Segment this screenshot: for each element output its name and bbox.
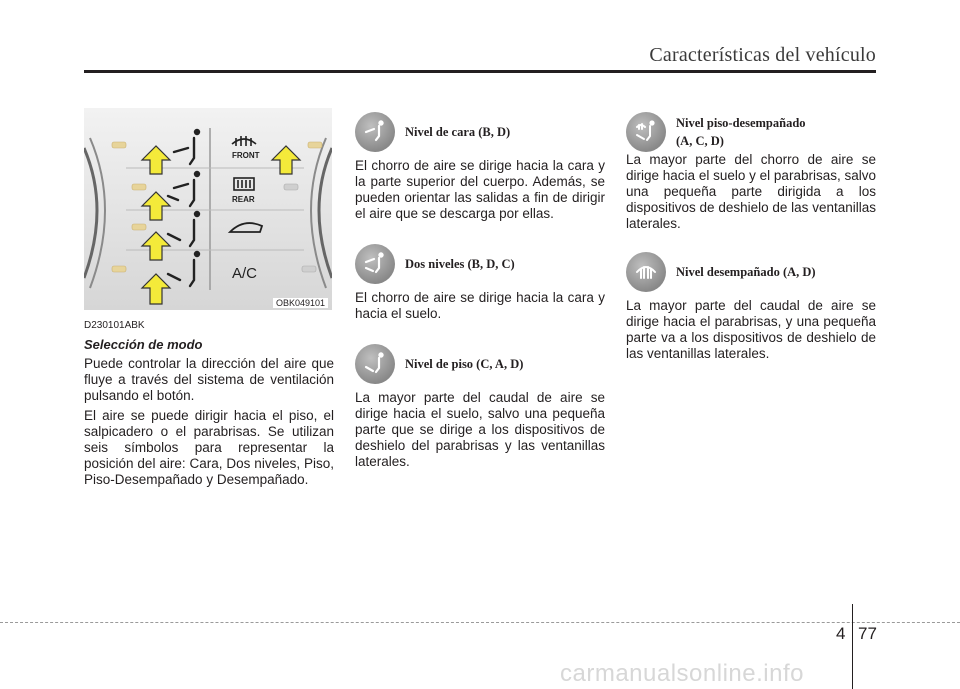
- figure-code: OBK049101: [273, 298, 328, 308]
- right-column: [626, 108, 876, 362]
- defrost-mode-label: Nivel desempañado (A, D): [676, 265, 816, 279]
- middle-column: [355, 108, 605, 470]
- floor-mode-icon: [355, 344, 395, 384]
- mode-floor-row: [355, 344, 605, 384]
- floor-defrost-mode-label: [676, 114, 806, 150]
- page-number-divider: [852, 604, 853, 689]
- defrost-mode-text: La mayor parte del caudal de aire se dirige hacia el parabrisas, y una pequeña parte va a los dispositivos de deshielo de las ventanillas laterales.: [626, 298, 876, 361]
- climate-panel-figure: [84, 108, 332, 310]
- footer-dashed-rule: [0, 622, 960, 623]
- face-mode-icon: [355, 112, 395, 152]
- bilevel-mode-label: Dos niveles (B, D, C): [405, 257, 515, 271]
- floor-mode-label: Nivel de piso (C, A, D): [405, 357, 524, 371]
- mode-floor-defrost-row: [626, 112, 876, 152]
- watermark: carmanualsonline.info: [560, 660, 804, 687]
- floor-defrost-mode-icon: [626, 112, 666, 152]
- section-code: D230101ABK: [84, 320, 145, 331]
- page-number: 77: [858, 624, 877, 643]
- ac-label: A/C: [232, 265, 258, 282]
- face-mode-text: El chorro de aire se dirige hacia la cara y la parte superior del cuerpo. Además, se pueden orientar las salidas a fin de dirigir el aire que se descarga por ellas.: [355, 158, 605, 221]
- page-header-title: Características del vehículo: [649, 44, 876, 66]
- left-column: [84, 108, 334, 488]
- mode-bilevel-row: [355, 244, 605, 284]
- chapter-number: 4: [836, 624, 846, 643]
- floor-defrost-label-line2: (A, C, D): [676, 134, 724, 148]
- bilevel-mode-icon: [355, 244, 395, 284]
- intro-paragraph-1: Puede controlar la dirección del aire que fluye a través del sistema de ventilación pulsando el botón.: [84, 356, 334, 403]
- rear-defrost-label: REAR: [232, 195, 255, 204]
- mode-defrost-row: [626, 252, 876, 292]
- front-defrost-label: FRONT: [232, 151, 260, 160]
- bilevel-mode-text: El chorro de aire se dirige hacia la cara y hacia el suelo.: [355, 290, 605, 321]
- floor-defrost-label-line1: Nivel piso-desempañado: [676, 116, 806, 130]
- floor-defrost-mode-text: La mayor parte del chorro de aire se dirige hacia el suelo y el parabrisas, salvo una pequeña parte dirigida a los dispositivos de deshielo de las ventanillas laterales.: [626, 152, 876, 231]
- defrost-mode-icon: [626, 252, 666, 292]
- header-rule: [84, 70, 876, 73]
- section-title: Selección de modo: [84, 337, 203, 352]
- floor-mode-text: La mayor parte del caudal de aire se dirige hacia el suelo, salvo una pequeña parte que se dirige a los dispositivos de deshielo del parabrisas y las ventanillas laterales.: [355, 390, 605, 469]
- climate-panel-illustration: [84, 108, 332, 310]
- face-mode-label: Nivel de cara (B, D): [405, 125, 511, 139]
- intro-paragraph-2: El aire se puede dirigir hacia el piso, el salpicadero o el parabrisas. Se utilizan seis símbolos para representar la posición del aire: Cara, Dos niveles, Piso, Piso-Desempañado y Desempañado.: [84, 408, 334, 487]
- mode-face-row: [355, 112, 605, 152]
